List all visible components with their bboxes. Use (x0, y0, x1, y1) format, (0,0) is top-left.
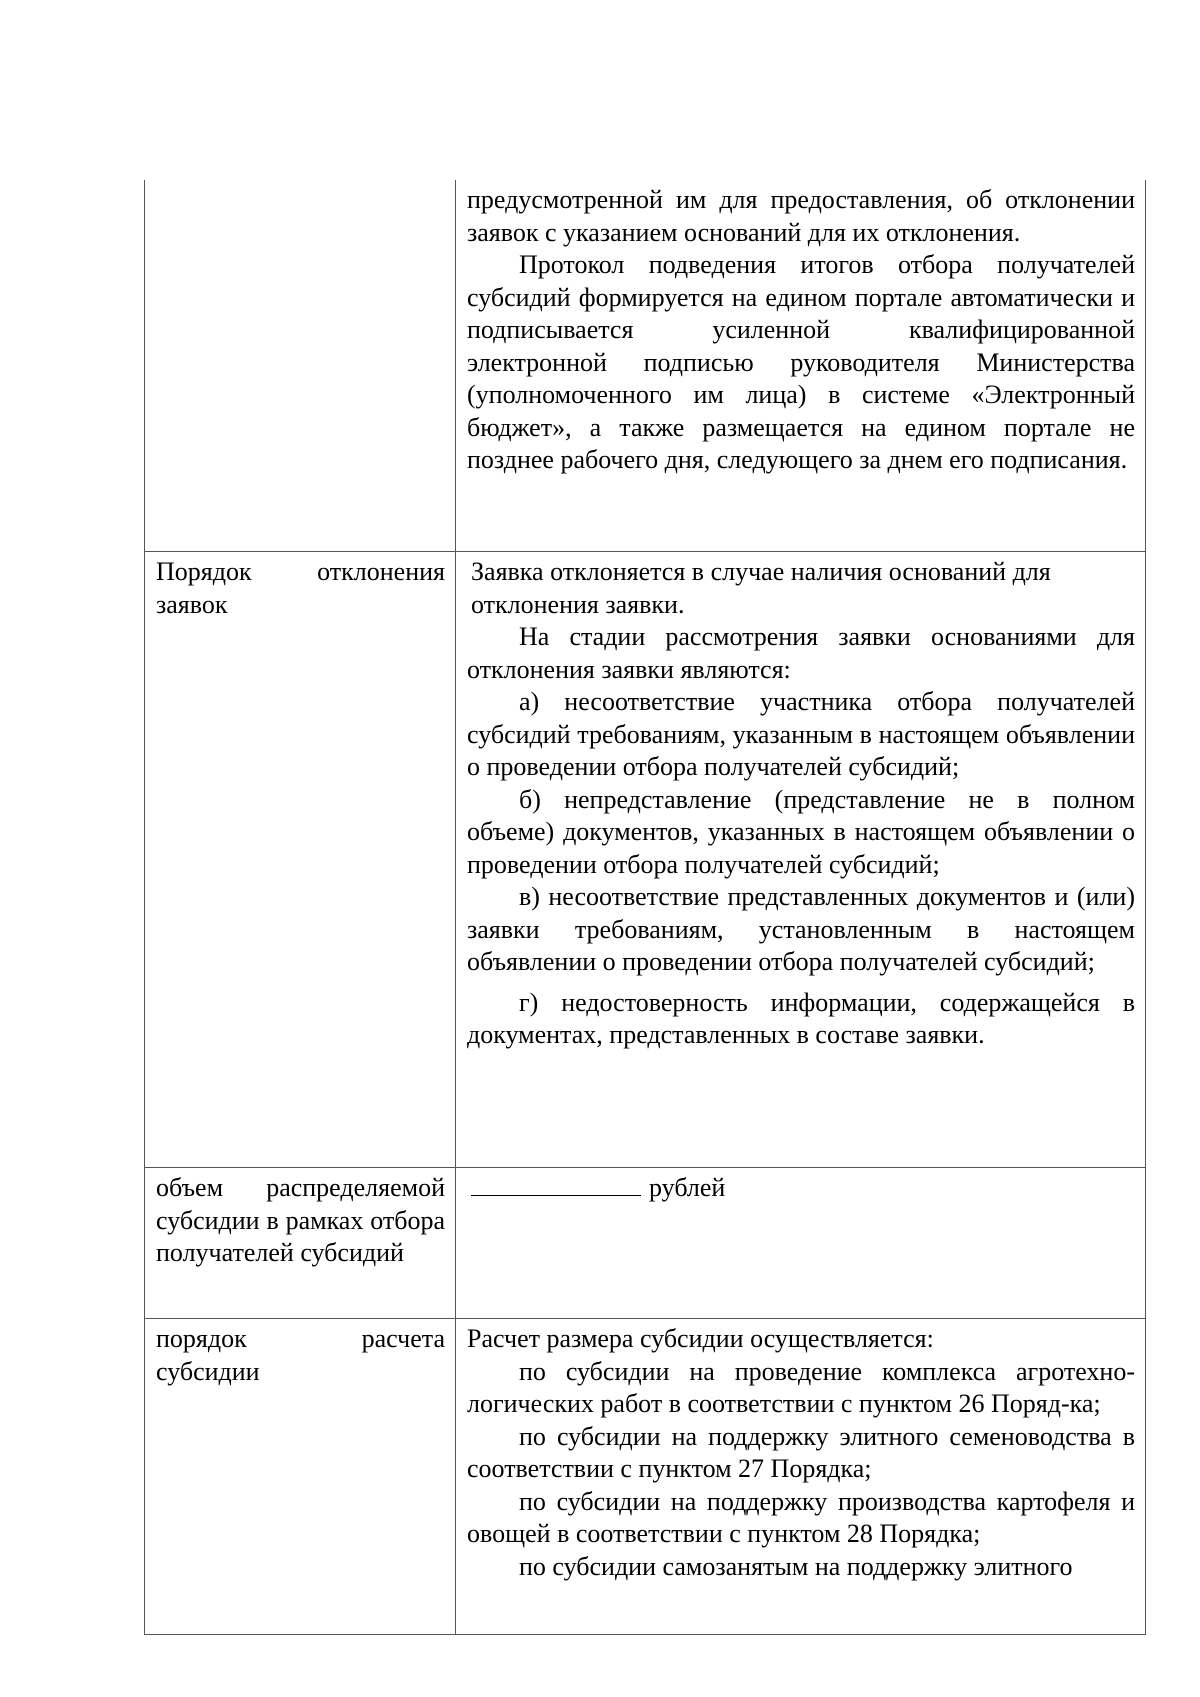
paragraph: Протокол подведения итогов отбора получателей субсидий формируется на едином портале автоматически и подписывается усиленной квалифицированной электронной подписью руководителя Министерства (уполномоченного им лица) в системе «Электронный бюджет», а также размещается на едином портале не позднее рабочего дня, следующего за днем его подписания. (467, 250, 1135, 474)
row-content-cell (456, 1319, 1146, 1635)
paragraph: предусмотренной им для предоставления, об отклонении заявок с указанием оснований для их отклонения. (467, 185, 1135, 247)
amount-blank (471, 1173, 641, 1196)
row-label-cell (145, 1319, 456, 1635)
table-row (145, 1168, 1146, 1319)
spacer (467, 979, 1135, 987)
paragraph: а) несоответствие участника отбора получателей субсидий требованиям, указанным в настоящем объявлении о проведении отбора получателей субсидий; (467, 687, 1135, 781)
row-label-cell (145, 552, 456, 1168)
paragraph: г) недостоверность информации, содержащейся в документах, представленных в составе заявки. (467, 987, 1135, 1049)
table-row (145, 180, 1146, 552)
row-label: объем распределяемой субсидии в рамках отбора получателей субсидий (156, 1173, 445, 1267)
paragraph: На стадии рассмотрения заявки основаниями для отклонения заявки являются: (467, 622, 1135, 684)
paragraph: Заявка отклоняется в случае наличия оснований для отклонения заявки. (471, 557, 1051, 619)
paragraph: по субсидии на поддержку производства картофеля и овощей в соответствии с пунктом 28 Порядка; (467, 1486, 1135, 1548)
amount-line (467, 1172, 1135, 1205)
paragraph: в) несоответствие представленных документов и (или) заявки требованиям, установленным в настоящем объявлении о проведении отбора получателей субсидий; (467, 882, 1135, 976)
announcement-table (144, 180, 1146, 1635)
row-content-cell (456, 552, 1146, 1168)
row-label-cell (145, 180, 456, 552)
paragraph: по субсидии на проведение комплекса агротехно-логических работ в соответствии с пунктом 26 Поряд-ка; (467, 1356, 1135, 1418)
paragraph: по субсидии на поддержку элитного семеноводства в соответствии с пунктом 27 Порядка; (467, 1421, 1135, 1483)
row-label-cell (145, 1168, 456, 1319)
row-content-cell (456, 1168, 1146, 1319)
document-sheet (144, 180, 1146, 1626)
paragraph: Расчет размера субсидии осуществляется: (467, 1324, 934, 1353)
paragraph: б) непредставление (представление не в полном объеме) документов, указанных в настоящем объявлении о проведении отбора получателей субсидий; (467, 784, 1135, 879)
amount-unit: рублей (649, 1173, 726, 1202)
row-label: порядок расчета субсидии (156, 1324, 445, 1386)
row-label: Порядок отклонения заявок (156, 557, 445, 619)
table-row (145, 552, 1146, 1168)
table-row (145, 1319, 1146, 1635)
paragraph: по субсидии самозанятым на поддержку элитного (519, 1551, 1073, 1581)
row-content-cell (456, 180, 1146, 552)
